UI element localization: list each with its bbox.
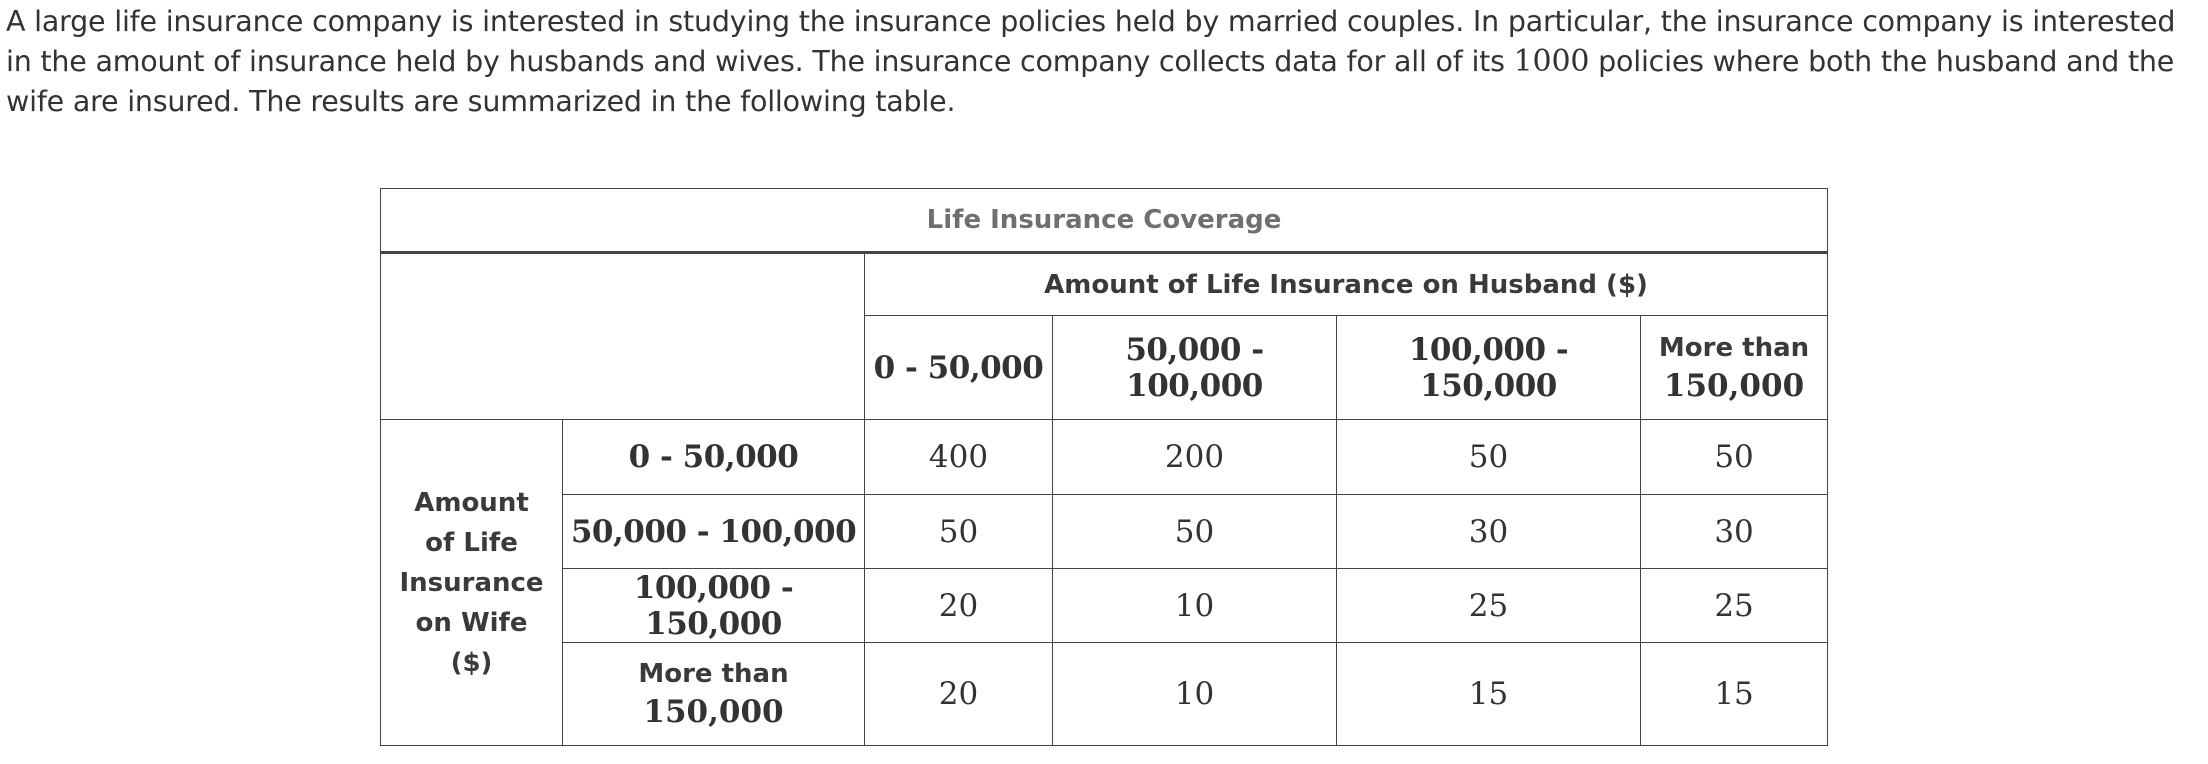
table-cell: 25 (1337, 569, 1641, 643)
table-cell: 30 (1641, 495, 1828, 569)
corner-blank-cell (381, 253, 865, 420)
wife-header-cell (381, 420, 563, 746)
husband-col-header-1: 0 - 50,000 (865, 316, 1053, 420)
wife-row-header-4-bottom: 150,000 (643, 694, 784, 730)
wife-row-header-4 (563, 643, 865, 746)
wife-row-header-3: 100,000 - 150,000 (563, 569, 865, 643)
table-row (381, 420, 1828, 495)
husband-col-header-2: 50,000 - 100,000 (1053, 316, 1337, 420)
table-cell: 10 (1053, 643, 1337, 746)
husband-header-cell (865, 253, 1828, 316)
wife-row-header-1: 0 - 50,000 (563, 420, 865, 495)
intro-text-1: A large life insurance company is interested in studying the insurance policies held by married couples. In particular, the insurance company is interested in the amount of insurance held by husbands and wives. The insurance company collects data for all of its (6, 5, 2176, 78)
table-cell: 20 (865, 643, 1053, 746)
wife-header-line-3: Insurance (399, 567, 544, 598)
table-row (381, 569, 1828, 643)
table-cell: 400 (865, 420, 1053, 495)
table-cell: 15 (1337, 643, 1641, 746)
wife-header-line-4: on Wife (415, 607, 528, 638)
table-row (381, 643, 1828, 746)
wife-row-header-2: 50,000 - 100,000 (563, 495, 865, 569)
table-cell: 50 (1337, 420, 1641, 495)
husband-header: Amount of Life Insurance on Husband ($) (1044, 269, 1648, 300)
table-cell: 200 (1053, 420, 1337, 495)
husband-col-header-4-bottom: 150,000 (1663, 367, 1805, 404)
table-row (381, 495, 1828, 569)
table-cell: 10 (1053, 569, 1337, 643)
wife-header-line-2: of Life (425, 527, 518, 558)
intro-policy-count: 1000 (1513, 44, 1590, 79)
intro-paragraph (6, 2, 2206, 122)
husband-col-header-3: 100,000 - 150,000 (1337, 316, 1641, 420)
table-caption-cell (381, 189, 1828, 253)
table-cell: 15 (1641, 643, 1828, 746)
table-cell: 50 (1641, 420, 1828, 495)
husband-col-header-4 (1641, 316, 1828, 420)
table-cell: 50 (865, 495, 1053, 569)
table-cell: 25 (1641, 569, 1828, 643)
wife-header-line-1: Amount (414, 487, 529, 518)
table-cell: 20 (865, 569, 1053, 643)
intro-text-2: policies where both the husband and the wife are insured. The results are summarized in the following table. (6, 45, 2175, 118)
husband-col-header-4-top: More than (1658, 332, 1810, 363)
wife-row-header-4-top: More than (638, 659, 789, 689)
table-caption: Life Insurance Coverage (926, 205, 1282, 235)
table-cell: 50 (1053, 495, 1337, 569)
table-cell: 30 (1337, 495, 1641, 569)
coverage-table (380, 188, 1828, 746)
wife-header-line-5: ($) (450, 647, 493, 678)
